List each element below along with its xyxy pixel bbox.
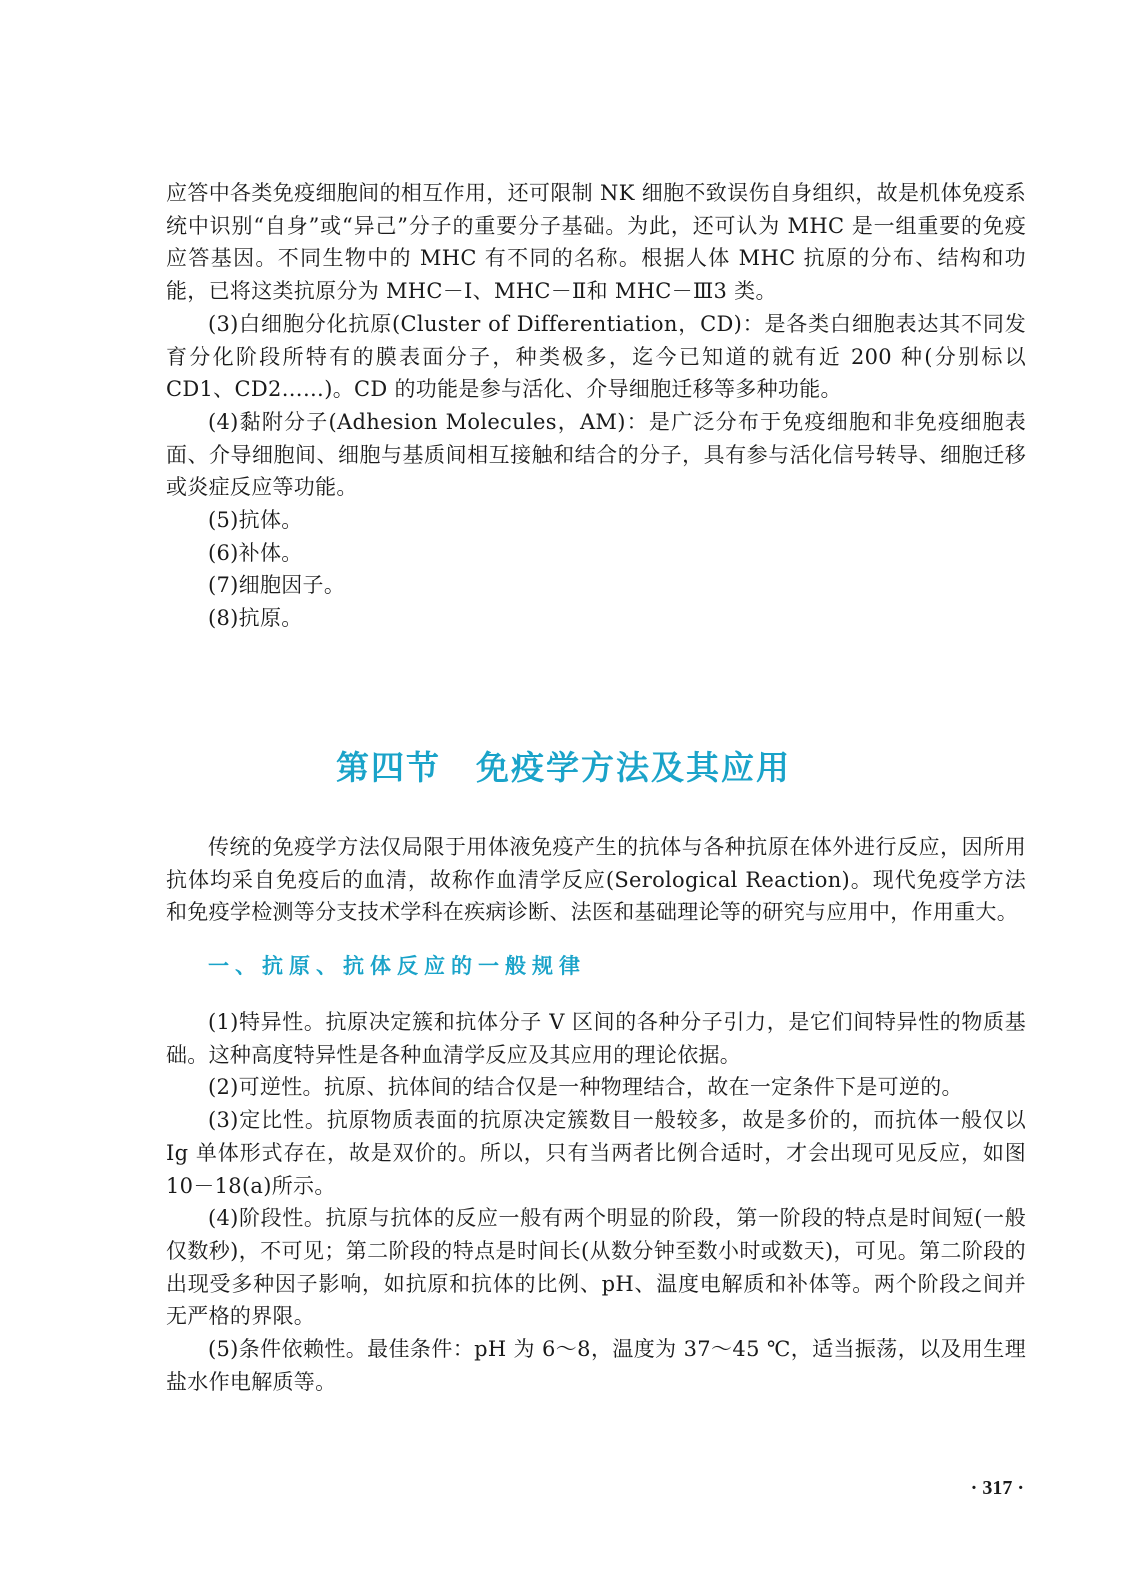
section-title: 第四节 免疫学方法及其应用	[336, 748, 791, 787]
paragraph-specificity: (1)特异性。抗原决定簇和抗体分子 V 区间的各种分子引力，是它们间特异性的物质基础。这种高度特异性是各种血清学反应及其应用的理论依据。	[166, 1010, 1026, 1067]
paragraph-reversibility: (2)可逆性。抗原、抗体间的结合仅是一种物理结合，故在一定条件下是可逆的。	[208, 1075, 963, 1100]
paragraph-proportionality: (3)定比性。抗原物质表面的抗原决定簇数目一般较多，故是多价的，而抗体一般仅以 Ig 单体形式存在，故是双价的。所以，只有当两者比例合适时，才会出现可见反应，如图 10－18(a)所示。	[166, 1108, 1026, 1198]
paragraph-conditions: (5)条件依赖性。最佳条件：pH 为 6～8，温度为 37～45 ℃，适当振荡，以及用生理盐水作电解质等。	[166, 1337, 1026, 1394]
top-text-block	[166, 177, 1026, 635]
list-item-cytokine: (7)细胞因子。	[208, 573, 346, 598]
paragraph-adhesion-molecules: (4)黏附分子(Adhesion Molecules，AM)：是广泛分布于免疫细胞和非免疫细胞表面、介导细胞间、细胞与基质间相互接触和结合的分子，具有参与活化信号转导、细胞迁移或炎症反应等功能。	[166, 409, 1026, 500]
paragraph-cd-antigen: (3)白细胞分化抗原(Cluster of Differentiation，CD)：是各类白细胞表达其不同发育分化阶段所特有的膜表面分子，种类极多，迄今已知道的就有近 200 种(分别标以 CD1、CD2……)。CD 的功能是参与活化、介导细胞迁移等多种功能。	[166, 311, 1026, 402]
list-item-antibody: (5)抗体。	[208, 508, 303, 533]
intro-text-block	[166, 831, 1026, 929]
page-number: · 317 ·	[970, 1477, 1024, 1499]
paragraph-mhc-continued: 应答中各类免疫细胞间的相互作用，还可限制 NK 细胞不致误伤自身组织，故是机体免疫系统中识别“自身”或“异己”分子的重要分子基础。为此，还可认为 MHC 是一组重要的免疫应答基因。不同生物中的 MHC 有不同的名称。根据人体 MHC 抗原的分布、结构和功能，已将这类抗原分为 MHC－Ⅰ、MHC－Ⅱ和 MHC－Ⅲ3 类。	[166, 181, 1026, 304]
paragraph-intro: 传统的免疫学方法仅局限于用体液免疫产生的抗体与各种抗原在体外进行反应，因所用抗体均采自免疫后的血清，故称作血清学反应(Serological Reaction)。现代免疫学方法和免疫学检测等分支技术学科在疾病诊断、法医和基础理论等的研究与应用中，作用重大。	[166, 835, 1026, 925]
list-item-antigen: (8)抗原。	[208, 606, 303, 631]
paragraph-stages: (4)阶段性。抗原与抗体的反应一般有两个明显的阶段，第一阶段的特点是时间短(一般仅数秒)，不可见；第二阶段的特点是时间长(从数分钟至数小时或数天)，可见。第二阶段的出现受多种因子影响，如抗原和抗体的比例、pH、温度电解质和补体等。两个阶段之间并无严格的界限。	[166, 1206, 1026, 1329]
list-item-complement: (6)补体。	[208, 540, 303, 565]
rules-text-block	[166, 1006, 1026, 1398]
subheading: 一、抗原、抗体反应的一般规律	[208, 954, 586, 978]
